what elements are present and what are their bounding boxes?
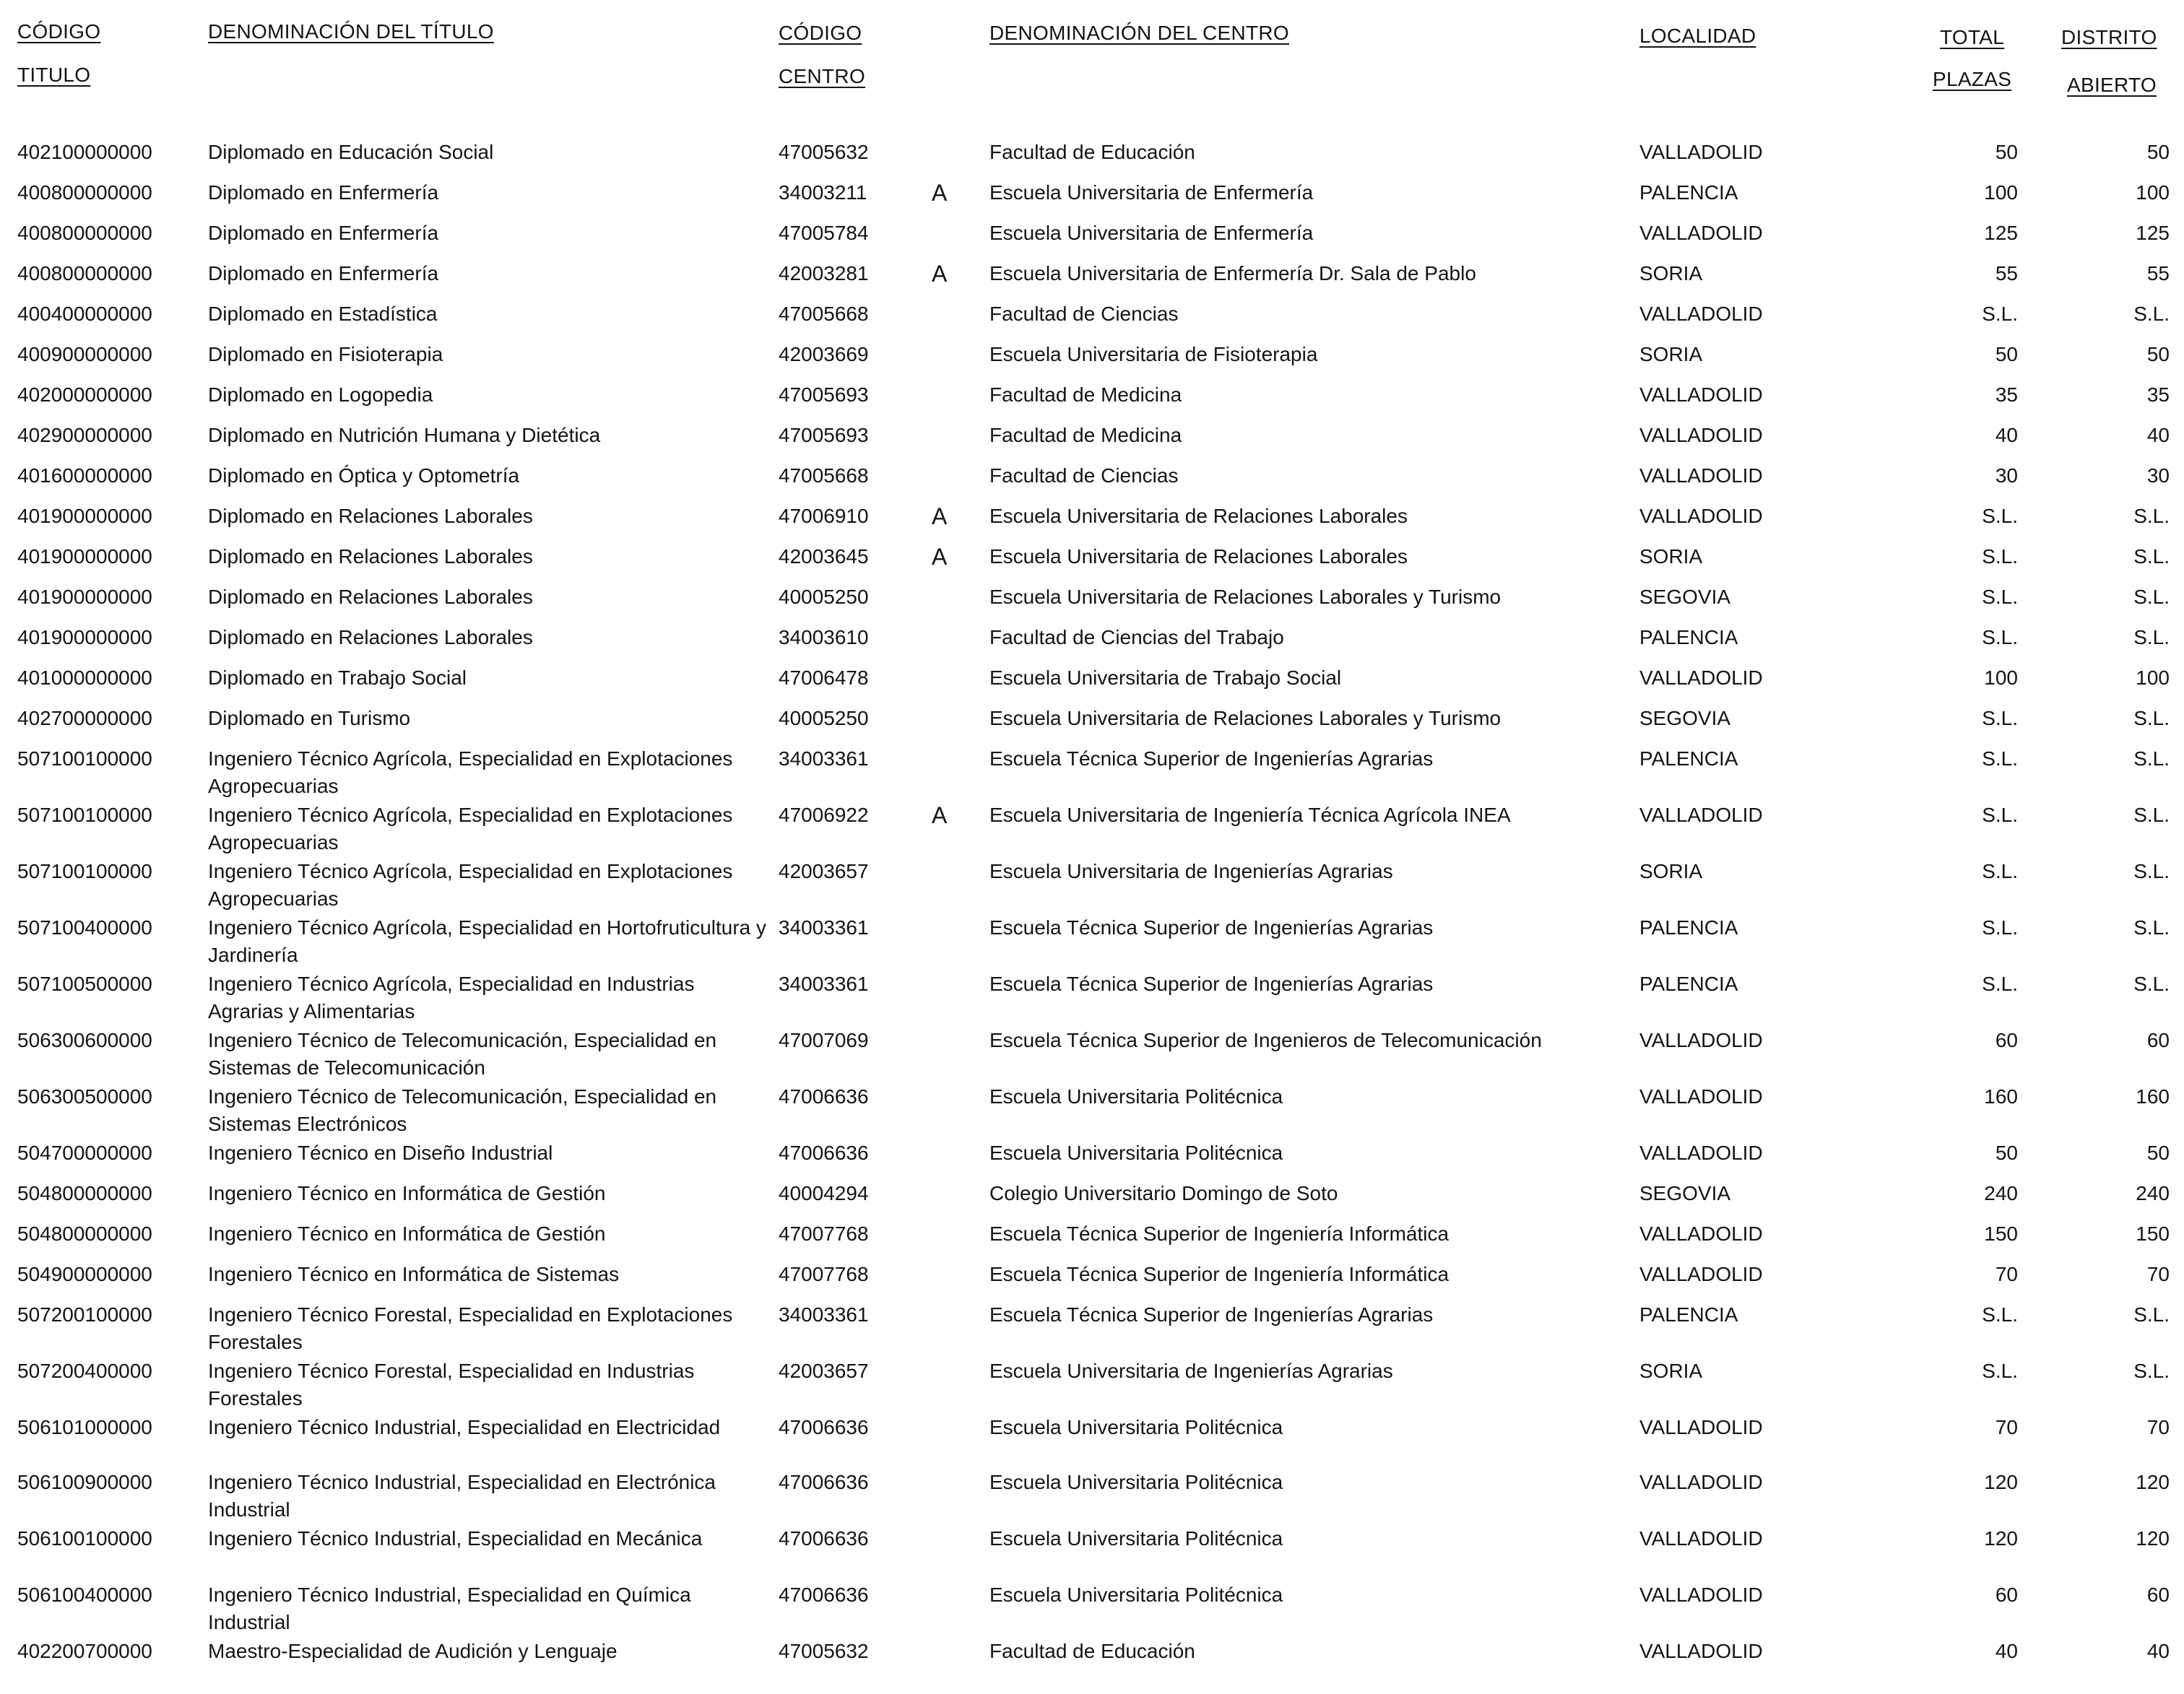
cell-titulo: Diplomado en Enfermería	[208, 262, 439, 284]
cell-codigo-centro: 47005632	[779, 141, 869, 163]
cell-localidad: PALENCIA	[1639, 181, 1738, 204]
cell-titulo: Ingeniero Técnico Forestal, Especialidad en Industrias Forestales	[208, 1360, 695, 1410]
header-distrito-abierto-line2: ABIERTO	[2067, 74, 2157, 96]
cell-codigo: 402000000000	[17, 383, 152, 406]
cell-distrito-abierto: S.L.	[2133, 505, 2170, 527]
cell-localidad: SORIA	[1639, 1360, 1703, 1382]
cell-distrito-abierto: 70	[2146, 1416, 2170, 1438]
cell-total-plazas: 50	[1995, 141, 2018, 163]
cell-codigo-centro: 47005632	[779, 1640, 869, 1662]
cell-denominacion-centro: Escuela Universitaria Politécnica	[989, 1085, 1283, 1108]
cell-codigo-centro: 34003610	[779, 626, 869, 648]
cell-codigo: 506300600000	[17, 1029, 152, 1051]
cell-total-plazas: 55	[1995, 262, 2018, 284]
cell-denominacion-centro: Escuela Universitaria Politécnica	[989, 1584, 1283, 1606]
table-row	[0, 1414, 2184, 1470]
cell-codigo: 507200400000	[17, 1360, 152, 1382]
cell-total-plazas: 160	[1984, 1085, 2018, 1108]
cell-codigo-centro: 47006636	[779, 1471, 869, 1493]
cell-distrito-abierto: 70	[2146, 1263, 2170, 1285]
cell-distrito-abierto: 40	[2146, 424, 2170, 446]
cell-codigo: 507100400000	[17, 916, 152, 939]
cell-codigo-centro: 47005784	[779, 222, 869, 244]
cell-distrito-abierto: S.L.	[2133, 303, 2170, 325]
table-row	[0, 1525, 2184, 1581]
cell-total-plazas: S.L.	[1982, 747, 2018, 770]
cell-codigo-centro: 47006636	[779, 1527, 869, 1550]
cell-titulo: Ingeniero Técnico Agrícola, Especialidad en Explotaciones Agropecuarias	[208, 804, 733, 853]
cell-distrito-abierto: S.L.	[2133, 860, 2170, 882]
cell-total-plazas: 100	[1984, 666, 2018, 689]
cell-denominacion-centro: Escuela Universitaria de Ingenierías Agrarias	[989, 860, 1393, 882]
cell-localidad: VALLADOLID	[1639, 666, 1763, 689]
cell-distrito-abierto: S.L.	[2133, 1303, 2170, 1326]
cell-flag: A	[932, 261, 948, 287]
cell-denominacion-centro: Escuela Universitaria de Enfermería	[989, 181, 1314, 204]
header-total-plazas-line1: TOTAL	[1940, 26, 2005, 48]
cell-titulo: Diplomado en Enfermería	[208, 222, 439, 244]
cell-denominacion-centro: Escuela Técnica Superior de Ingenierías Agrarias	[989, 747, 1434, 770]
cell-codigo: 506300500000	[17, 1085, 152, 1108]
cell-total-plazas: S.L.	[1982, 545, 2018, 568]
cell-codigo-centro: 47006478	[779, 666, 869, 689]
cell-codigo-centro: 40005250	[779, 586, 869, 608]
cell-total-plazas: S.L.	[1982, 1303, 2018, 1326]
cell-localidad: VALLADOLID	[1639, 1085, 1763, 1108]
cell-distrito-abierto: S.L.	[2133, 707, 2170, 729]
cell-denominacion-centro: Escuela Universitaria de Trabajo Social	[989, 666, 1342, 689]
cell-localidad: VALLADOLID	[1639, 1640, 1763, 1662]
cell-distrito-abierto: S.L.	[2133, 747, 2170, 770]
cell-denominacion-centro: Escuela Universitaria Politécnica	[989, 1471, 1283, 1493]
header-total-plazas-line2: PLAZAS	[1933, 68, 2012, 90]
cell-localidad: SORIA	[1639, 262, 1703, 284]
cell-titulo: Ingeniero Técnico de Telecomunicación, Especialidad en Sistemas de Telecomunicación	[208, 1029, 717, 1079]
cell-total-plazas: S.L.	[1982, 804, 2018, 826]
cell-denominacion-centro: Escuela Universitaria de Enfermería	[989, 222, 1314, 244]
cell-denominacion-centro: Escuela Universitaria de Relaciones Laborales y Turismo	[989, 586, 1502, 608]
cell-distrito-abierto: 50	[2146, 141, 2170, 163]
cell-codigo-centro: 34003361	[779, 973, 869, 995]
cell-codigo: 507100100000	[17, 860, 152, 882]
cell-denominacion-centro: Facultad de Educación	[989, 141, 1195, 163]
cell-codigo-centro: 47006636	[779, 1085, 869, 1108]
cell-codigo-centro: 47007768	[779, 1222, 869, 1245]
cell-codigo-centro: 47006636	[779, 1142, 869, 1164]
cell-codigo-centro: 47005693	[779, 424, 869, 446]
cell-denominacion-centro: Escuela Universitaria Politécnica	[989, 1142, 1283, 1164]
header-denominacion-titulo: DENOMINACIÓN DEL TÍTULO	[208, 20, 494, 43]
cell-total-plazas: 125	[1984, 222, 2018, 244]
cell-codigo: 402900000000	[17, 424, 152, 446]
cell-codigo: 506100400000	[17, 1584, 152, 1606]
cell-codigo: 401000000000	[17, 666, 152, 689]
cell-denominacion-centro: Escuela Universitaria de Ingenierías Agrarias	[989, 1360, 1393, 1382]
cell-titulo: Diplomado en Estadística	[208, 303, 438, 325]
cell-codigo: 507100500000	[17, 973, 152, 995]
cell-codigo: 402700000000	[17, 707, 152, 729]
cell-codigo: 401900000000	[17, 626, 152, 648]
cell-localidad: VALLADOLID	[1639, 141, 1763, 163]
cell-denominacion-centro: Escuela Técnica Superior de Ingeniería Informática	[989, 1263, 1450, 1285]
cell-denominacion-centro: Escuela Técnica Superior de Ingenierías Agrarias	[989, 1303, 1434, 1326]
cell-denominacion-centro: Escuela Universitaria Politécnica	[989, 1527, 1283, 1550]
cell-titulo: Diplomado en Nutrición Humana y Dietética	[208, 424, 601, 446]
cell-localidad: VALLADOLID	[1639, 1471, 1763, 1493]
cell-codigo: 504800000000	[17, 1222, 152, 1245]
cell-codigo-centro: 42003669	[779, 343, 869, 365]
cell-codigo-centro: 47006636	[779, 1584, 869, 1606]
cell-titulo: Ingeniero Técnico Industrial, Especialidad en Electricidad	[208, 1416, 721, 1438]
cell-codigo: 507200100000	[17, 1303, 152, 1326]
cell-denominacion-centro: Escuela Técnica Superior de Ingenierías Agrarias	[989, 916, 1434, 939]
cell-denominacion-centro: Escuela Universitaria de Relaciones Laborales	[989, 545, 1408, 568]
cell-total-plazas: 120	[1984, 1527, 2018, 1550]
cell-codigo: 400400000000	[17, 303, 152, 325]
cell-total-plazas: S.L.	[1982, 916, 2018, 939]
cell-titulo: Ingeniero Técnico Agrícola, Especialidad en Explotaciones Agropecuarias	[208, 860, 733, 910]
cell-distrito-abierto: 120	[2136, 1527, 2170, 1550]
cell-total-plazas: 40	[1995, 424, 2018, 446]
cell-distrito-abierto: 100	[2136, 666, 2170, 689]
table-row	[0, 1469, 2184, 1525]
cell-titulo: Diplomado en Relaciones Laborales	[208, 505, 533, 527]
cell-codigo: 401900000000	[17, 505, 152, 527]
cell-distrito-abierto: 50	[2146, 1142, 2170, 1164]
cell-codigo: 400800000000	[17, 181, 152, 204]
cell-total-plazas: S.L.	[1982, 505, 2018, 527]
cell-localidad: VALLADOLID	[1639, 1527, 1763, 1550]
cell-localidad: VALLADOLID	[1639, 1222, 1763, 1245]
cell-codigo-centro: 42003657	[779, 1360, 869, 1382]
cell-denominacion-centro: Facultad de Medicina	[989, 383, 1182, 406]
cell-total-plazas: 100	[1984, 181, 2018, 204]
table-row	[0, 970, 2184, 1027]
cell-localidad: VALLADOLID	[1639, 1263, 1763, 1285]
cell-titulo: Diplomado en Relaciones Laborales	[208, 545, 533, 568]
cell-distrito-abierto: S.L.	[2133, 1360, 2170, 1382]
cell-codigo: 401900000000	[17, 545, 152, 568]
cell-localidad: VALLADOLID	[1639, 383, 1763, 406]
cell-codigo-centro: 34003211	[779, 181, 867, 204]
cell-total-plazas: S.L.	[1982, 1360, 2018, 1382]
cell-denominacion-centro: Colegio Universitario Domingo de Soto	[989, 1182, 1338, 1204]
cell-flag: A	[932, 802, 948, 828]
cell-total-plazas: S.L.	[1982, 860, 2018, 882]
cell-denominacion-centro: Facultad de Medicina	[989, 424, 1182, 446]
cell-total-plazas: S.L.	[1982, 626, 2018, 648]
cell-denominacion-centro: Escuela Técnica Superior de Ingeniería Informática	[989, 1222, 1450, 1245]
cell-localidad: VALLADOLID	[1639, 303, 1763, 325]
cell-distrito-abierto: 60	[2146, 1029, 2170, 1051]
cell-distrito-abierto: 120	[2136, 1471, 2170, 1493]
cell-total-plazas: S.L.	[1982, 586, 2018, 608]
cell-distrito-abierto: 240	[2136, 1182, 2170, 1204]
cell-localidad: PALENCIA	[1639, 916, 1738, 939]
cell-titulo: Ingeniero Técnico Agrícola, Especialidad en Hortofruticultura y Jardinería	[208, 916, 767, 966]
cell-codigo: 401600000000	[17, 464, 152, 487]
cell-titulo: Diplomado en Logopedia	[208, 383, 433, 406]
cell-localidad: SORIA	[1639, 343, 1703, 365]
cell-localidad: VALLADOLID	[1639, 222, 1763, 244]
cell-codigo: 506101000000	[17, 1416, 152, 1438]
cell-distrito-abierto: 160	[2136, 1085, 2170, 1108]
cell-codigo-centro: 40005250	[779, 707, 869, 729]
cell-denominacion-centro: Facultad de Ciencias	[989, 303, 1179, 325]
table-row	[0, 802, 2184, 858]
cell-codigo-centro: 34003361	[779, 747, 869, 770]
header-codigo-centro-line1: CÓDIGO	[779, 22, 862, 44]
cell-distrito-abierto: S.L.	[2133, 973, 2170, 995]
cell-codigo-centro: 47006910	[779, 505, 869, 527]
cell-codigo: 507100100000	[17, 747, 152, 770]
cell-codigo: 402100000000	[17, 141, 152, 163]
cell-titulo: Diplomado en Fisioterapia	[208, 343, 443, 365]
cell-total-plazas: 50	[1995, 1142, 2018, 1164]
cell-total-plazas: 70	[1995, 1416, 2018, 1438]
cell-codigo-centro: 34003361	[779, 916, 869, 939]
cell-codigo: 402200700000	[17, 1640, 152, 1662]
cell-distrito-abierto: S.L.	[2133, 804, 2170, 826]
cell-titulo: Diplomado en Óptica y Optometría	[208, 464, 520, 487]
cell-denominacion-centro: Facultad de Educación	[989, 1640, 1195, 1662]
cell-localidad: PALENCIA	[1639, 973, 1738, 995]
cell-titulo: Ingeniero Técnico Industrial, Especialidad en Química Industrial	[208, 1584, 691, 1633]
cell-denominacion-centro: Escuela Universitaria Politécnica	[989, 1416, 1283, 1438]
table-row	[0, 914, 2184, 970]
cell-codigo-centro: 42003281	[779, 262, 869, 284]
table-row	[0, 745, 2184, 802]
cell-codigo: 506100900000	[17, 1471, 152, 1493]
cell-total-plazas: 35	[1995, 383, 2018, 406]
cell-codigo-centro: 47007069	[779, 1029, 869, 1051]
table-row	[0, 1083, 2184, 1139]
header-distrito-abierto-line1: DISTRITO	[2061, 26, 2157, 48]
header-codigo-centro-line2: CENTRO	[779, 65, 866, 87]
cell-total-plazas: 50	[1995, 343, 2018, 365]
cell-codigo-centro: 47006922	[779, 804, 869, 826]
table-row	[0, 1301, 2184, 1358]
cell-localidad: VALLADOLID	[1639, 804, 1763, 826]
cell-total-plazas: 240	[1984, 1182, 2018, 1204]
cell-localidad: SORIA	[1639, 860, 1703, 882]
cell-distrito-abierto: S.L.	[2133, 545, 2170, 568]
cell-titulo: Diplomado en Enfermería	[208, 181, 439, 204]
cell-distrito-abierto: 40	[2146, 1640, 2170, 1662]
table-row	[0, 858, 2184, 914]
cell-flag: A	[932, 180, 948, 206]
table-row	[0, 1638, 2184, 1694]
cell-titulo: Diplomado en Relaciones Laborales	[208, 626, 533, 648]
cell-denominacion-centro: Escuela Universitaria de Ingeniería Técnica Agrícola INEA	[989, 804, 1511, 826]
cell-titulo: Ingeniero Técnico Agrícola, Especialidad en Explotaciones Agropecuarias	[208, 747, 733, 797]
cell-distrito-abierto: 35	[2146, 383, 2170, 406]
cell-total-plazas: 60	[1995, 1584, 2018, 1606]
cell-titulo: Ingeniero Técnico en Informática de Gestión	[208, 1222, 606, 1245]
cell-codigo-centro: 34003361	[779, 1303, 869, 1326]
cell-titulo: Ingeniero Técnico de Telecomunicación, Especialidad en Sistemas Electrónicos	[208, 1085, 717, 1135]
cell-codigo: 400800000000	[17, 222, 152, 244]
cell-localidad: PALENCIA	[1639, 1303, 1738, 1326]
cell-codigo: 400800000000	[17, 262, 152, 284]
cell-codigo-centro: 42003657	[779, 860, 869, 882]
cell-localidad: SORIA	[1639, 545, 1703, 568]
cell-distrito-abierto: 125	[2136, 222, 2170, 244]
cell-distrito-abierto: 60	[2146, 1584, 2170, 1606]
cell-codigo-centro: 42003645	[779, 545, 869, 568]
header-codigo-titulo-line1: CÓDIGO	[17, 20, 101, 43]
cell-codigo: 504900000000	[17, 1263, 152, 1285]
cell-titulo: Diplomado en Trabajo Social	[208, 666, 467, 689]
cell-denominacion-centro: Escuela Universitaria de Enfermería Dr. Sala de Pablo	[989, 262, 1476, 284]
header-localidad: LOCALIDAD	[1639, 25, 1756, 47]
cell-localidad: VALLADOLID	[1639, 1584, 1763, 1606]
table-row	[0, 1358, 2184, 1414]
cell-localidad: VALLADOLID	[1639, 1029, 1763, 1051]
cell-titulo: Maestro-Especialidad de Audición y Lenguaje	[208, 1640, 618, 1662]
cell-codigo-centro: 47005668	[779, 303, 869, 325]
cell-distrito-abierto: S.L.	[2133, 626, 2170, 648]
cell-total-plazas: 120	[1984, 1471, 2018, 1493]
cell-codigo-centro: 47005693	[779, 383, 869, 406]
table-row	[0, 1027, 2184, 1083]
cell-titulo: Ingeniero Técnico Forestal, Especialidad en Explotaciones Forestales	[208, 1303, 733, 1353]
cell-denominacion-centro: Facultad de Ciencias del Trabajo	[989, 626, 1284, 648]
cell-titulo: Ingeniero Técnico Agrícola, Especialidad en Industrias Agrarias y Alimentarias	[208, 973, 695, 1022]
cell-denominacion-centro: Escuela Universitaria de Relaciones Laborales	[989, 505, 1408, 527]
cell-total-plazas: S.L.	[1982, 303, 2018, 325]
cell-total-plazas: S.L.	[1982, 707, 2018, 729]
header-codigo-titulo-line2: TITULO	[17, 64, 91, 86]
cell-codigo-centro: 40004294	[779, 1182, 869, 1204]
cell-titulo: Ingeniero Técnico en Diseño Industrial	[208, 1142, 553, 1164]
cell-codigo-centro: 47006636	[779, 1416, 869, 1438]
cell-titulo: Ingeniero Técnico en Informática de Gestión	[208, 1182, 606, 1204]
cell-distrito-abierto: 150	[2136, 1222, 2170, 1245]
cell-titulo: Ingeniero Técnico Industrial, Especialidad en Mecánica	[208, 1527, 703, 1550]
cell-titulo: Diplomado en Turismo	[208, 707, 411, 729]
cell-localidad: VALLADOLID	[1639, 1142, 1763, 1164]
cell-titulo: Ingeniero Técnico en Informática de Sistemas	[208, 1263, 620, 1285]
cell-distrito-abierto: 55	[2146, 262, 2170, 284]
cell-total-plazas: 150	[1984, 1222, 2018, 1245]
header-denominacion-centro: DENOMINACIÓN DEL CENTRO	[989, 22, 1290, 44]
cell-denominacion-centro: Facultad de Ciencias	[989, 464, 1179, 487]
cell-localidad: SEGOVIA	[1639, 586, 1731, 608]
cell-localidad: SEGOVIA	[1639, 707, 1731, 729]
cell-denominacion-centro: Escuela Técnica Superior de Ingenieros de Telecomunicación	[989, 1029, 1542, 1051]
cell-titulo: Diplomado en Educación Social	[208, 141, 494, 163]
cell-total-plazas: 70	[1995, 1263, 2018, 1285]
cell-codigo: 507100100000	[17, 804, 152, 826]
cell-localidad: PALENCIA	[1639, 747, 1738, 770]
cell-total-plazas: S.L.	[1982, 973, 2018, 995]
cell-codigo: 506100100000	[17, 1527, 152, 1550]
cell-distrito-abierto: S.L.	[2133, 586, 2170, 608]
cell-total-plazas: 60	[1995, 1029, 2018, 1051]
cell-codigo: 401900000000	[17, 586, 152, 608]
cell-titulo: Ingeniero Técnico Industrial, Especialidad en Electrónica Industrial	[208, 1471, 716, 1521]
cell-codigo: 400900000000	[17, 343, 152, 365]
cell-flag: A	[932, 544, 948, 570]
cell-distrito-abierto: 30	[2146, 464, 2170, 487]
cell-titulo: Diplomado en Relaciones Laborales	[208, 586, 533, 608]
cell-denominacion-centro: Escuela Universitaria de Fisioterapia	[989, 343, 1318, 365]
cell-codigo-centro: 47005668	[779, 464, 869, 487]
cell-distrito-abierto: 100	[2136, 181, 2170, 204]
cell-flag: A	[932, 503, 948, 529]
cell-distrito-abierto: S.L.	[2133, 916, 2170, 939]
table-row	[0, 1581, 2184, 1638]
cell-denominacion-centro: Escuela Universitaria de Relaciones Laborales y Turismo	[989, 707, 1502, 729]
cell-total-plazas: 30	[1995, 464, 2018, 487]
cell-codigo: 504800000000	[17, 1182, 152, 1204]
cell-total-plazas: 40	[1995, 1640, 2018, 1662]
cell-localidad: VALLADOLID	[1639, 505, 1763, 527]
cell-codigo-centro: 47007768	[779, 1263, 869, 1285]
cell-distrito-abierto: 50	[2146, 343, 2170, 365]
cell-codigo: 504700000000	[17, 1142, 152, 1164]
cell-localidad: SEGOVIA	[1639, 1182, 1731, 1204]
cell-localidad: PALENCIA	[1639, 626, 1738, 648]
cell-localidad: VALLADOLID	[1639, 464, 1763, 487]
cell-denominacion-centro: Escuela Técnica Superior de Ingenierías Agrarias	[989, 973, 1434, 995]
cell-localidad: VALLADOLID	[1639, 1416, 1763, 1438]
cell-localidad: VALLADOLID	[1639, 424, 1763, 446]
